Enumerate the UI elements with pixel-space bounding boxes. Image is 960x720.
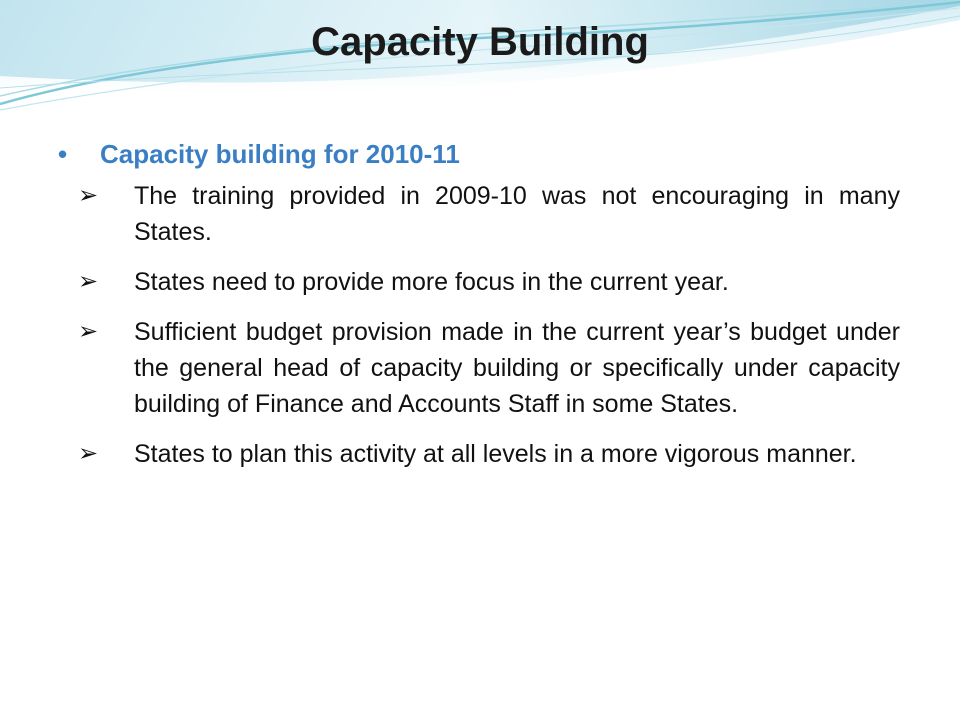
list-item bbox=[78, 436, 900, 472]
arrow-bullet-icon: ➢ bbox=[78, 268, 99, 295]
list-item-text: Sufficient budget provision made in the current year’s budget under the general head of capacity building or specifically under capacity building of Finance and Accounts Staff in some States. bbox=[134, 318, 900, 418]
list-item bbox=[78, 178, 900, 250]
arrow-bullet-icon: ➢ bbox=[78, 318, 99, 345]
list-item-text: States need to provide more focus in the current year. bbox=[134, 268, 729, 296]
main-bullet bbox=[58, 134, 900, 174]
slide-title: Capacity Building bbox=[311, 20, 649, 64]
slide-content bbox=[58, 134, 900, 486]
main-bullet-text: Capacity building for 2010-11 bbox=[100, 139, 460, 169]
arrow-bullet-icon: ➢ bbox=[78, 182, 99, 209]
list-item bbox=[78, 314, 900, 422]
bullet-dot-icon: • bbox=[58, 139, 68, 169]
list-item-text: States to plan this activity at all levels in a more vigorous manner. bbox=[134, 440, 857, 468]
list-item-text: The training provided in 2009-10 was not encouraging in many States. bbox=[134, 182, 900, 246]
list-item bbox=[78, 264, 900, 300]
arrow-bullet-icon: ➢ bbox=[78, 440, 99, 467]
sub-bullet-list bbox=[58, 178, 900, 472]
